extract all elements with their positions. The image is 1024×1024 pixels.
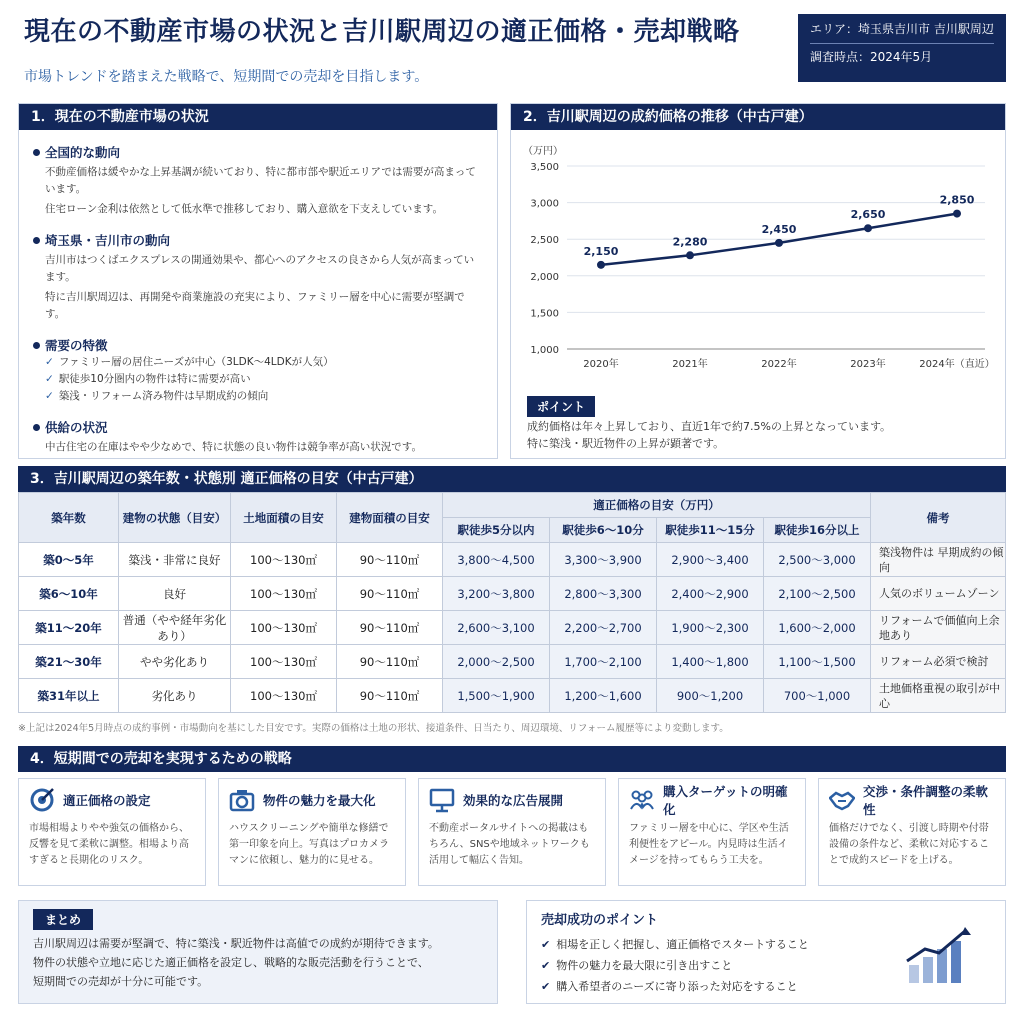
cell-age: 築11～20年 [19,611,119,645]
table-row [19,679,1006,713]
demand-check-text: 築浅・リフォーム済み物件は早期成約の傾向 [58,390,269,402]
area-divider [810,43,994,44]
price-guide-table [18,492,1006,713]
cell-age: 築6～10年 [19,577,119,611]
cell-land: 100～130㎡ [231,543,337,577]
strategy-card-text: 不動産ポータルサイトへの掲載はもちろん、SNSや地域ネットワークも活用して幅広く告知。 [429,823,590,866]
summary-line: 吉川駅周辺は需要が堅調で、特に築浅・駅近物件は高値での成約が期待できます。 [33,937,439,950]
cell-land: 100～130㎡ [231,577,337,611]
point-text [527,418,997,452]
y-tick-label: 2,000 [530,271,559,283]
demand-check-text: ファミリー層の居住ニーズが中心（3LDK～4LDKが人気） [58,356,334,368]
demand-check-text: 駅徒歩10分圏内の物件は特に需要が高い [58,373,251,385]
success-item-text: 相場を正しく把握し、適正価格でスタートすること [556,938,809,951]
cell-building: 90～110㎡ [337,543,443,577]
data-point [597,261,605,269]
section2-heading: 2．吉川駅周辺の成約価格の推移（中古戸建） [511,104,1005,130]
cell-price: 2,900～3,400 [657,543,764,577]
x-tick-label: 2023年 [850,359,886,370]
market-status-body [19,143,497,459]
cell-condition: 良好 [119,577,231,611]
data-point [953,210,961,218]
market-topic-title [33,336,483,354]
cell-price: 2,600～3,100 [443,611,550,645]
cell-price: 2,800～3,300 [550,577,657,611]
cell-price: 2,500～3,000 [764,543,871,577]
x-tick-label: 2020年 [583,359,619,370]
strategy-card-title: 効果的な広告展開 [463,793,564,808]
summary-line: 物件の状態や立地に応じた適正価格を設定し、戦略的な販売活動を行うことで、 [33,956,429,969]
data-label: 2,150 [583,244,619,258]
cell-price: 2,100～2,500 [764,577,871,611]
cell-price: 1,500～1,900 [443,679,550,713]
cell-building: 90～110㎡ [337,645,443,679]
summary-label: まとめ [33,909,93,930]
market-topic-text: 特に吉川駅周辺は、再開発や商業施設の充実により、ファミリー層を中心に需要が堅調です。 [45,291,465,320]
strategy-card-text: 市場相場よりやや強気の価格から、反響を見て柔軟に調整。相場より高すぎると長期化のリスク。 [29,823,189,866]
cell-note: 築浅物件は 早期成約の傾向 [871,543,1006,577]
market-topic-title-text: 需要の特徴 [45,338,108,353]
cell-price: 1,400～1,800 [657,645,764,679]
data-label: 2,450 [761,222,797,236]
data-label: 2,280 [672,235,708,249]
cell-land: 100～130㎡ [231,645,337,679]
market-topic-text: 不動産価格は緩やかな上昇基調が続いており、特に都市部や駅近エリアでは需要が高まっています。 [45,166,476,195]
cell-note: 土地価格重視の取引が中心 [871,679,1006,713]
strategy-card [818,778,1006,886]
report-header [24,14,784,86]
people-icon [629,787,655,813]
check-icon: ✔ [541,959,551,972]
cell-building: 90～110㎡ [337,577,443,611]
check-icon: ✔ [541,980,551,993]
demand-check-item [45,371,483,388]
camera-icon [229,787,255,813]
table-footnote: ※上記は2024年5月時点の成約事例・市場動向を基にした目安です。実際の価格は土地の形状、接道条件、日当たり、周辺環境、リフォーム履歴等により変動します。 [18,723,729,734]
col-price-group: 適正価格の目安（万円） [443,493,871,518]
page-subtitle: 市場トレンドを踏まえた戦略で、短期間での売却を目指します。 [24,69,429,85]
market-status-panel [18,103,498,459]
col-building: 建物面積の目安 [337,493,443,543]
col-note: 備考 [871,493,1006,543]
bullet-icon [33,342,40,349]
col-price-band: 駅徒歩16分以上 [764,518,871,543]
cell-note: リフォーム必須で検討 [871,645,1006,679]
check-icon: ✓ [45,356,54,368]
y-tick-label: 3,500 [530,162,559,173]
market-topic-text: 吉川市はつくばエクスプレスの開通効果や、都心へのアクセスの良さから人気が高まっています。 [45,254,475,283]
strategy-card-header [229,787,395,813]
cell-age: 築21～30年 [19,645,119,679]
point-badge: ポイント [527,396,595,417]
strategy-card-title: 物件の魅力を最大化 [263,793,376,808]
survey-date: 調査時点：2024年5月 [810,50,933,64]
cell-age: 築0～5年 [19,543,119,577]
cell-land: 100～130㎡ [231,611,337,645]
bullet-icon [33,149,40,156]
cell-price: 700～1,000 [764,679,871,713]
monitor-icon [429,787,455,813]
x-tick-label: 2021年 [672,359,708,370]
strategy-card [18,778,206,886]
strategy-card-header [829,784,995,817]
section1-heading: 1．現在の不動産市場の状況 [19,104,497,130]
strategy-card-header [629,784,795,817]
market-topic-title [33,143,483,161]
strategy-card-header [429,787,595,813]
cell-note: リフォームで価値向上余地あり [871,611,1006,645]
table-row [19,645,1006,679]
strategy-card-title: 交渉・条件調整の柔軟性 [863,784,989,817]
cell-note: 人気のボリュームゾーン [871,577,1006,611]
point-line: 成約価格は年々上昇しており、直近1年で約7.5%の上昇となっています。 [527,420,892,433]
summary-line: 短期間での売却が十分に可能です。 [33,975,209,988]
cell-building: 90～110㎡ [337,679,443,713]
summary-box [18,900,498,1004]
strategy-card [418,778,606,886]
line-chart-svg [511,134,1005,384]
cell-condition: 築浅・非常に良好 [119,543,231,577]
price-guide-panel [18,466,1006,716]
success-points-box [526,900,1006,1004]
growth-chart-icon [905,925,975,985]
strategy-card-title: 購入ターゲットの明確化 [663,784,788,817]
cell-condition: 劣化あり [119,679,231,713]
success-item-text: 購入希望者のニーズに寄り添った対応をすること [556,980,798,993]
cell-price: 3,800～4,500 [443,543,550,577]
cell-price: 1,100～1,500 [764,645,871,679]
success-item-text: 物件の魅力を最大限に引き出すこと [556,959,733,972]
y-tick-label: 1,000 [530,345,559,356]
data-label: 2,650 [850,208,886,222]
table-row [19,611,1006,645]
summary-text [33,934,483,991]
y-axis-unit-label: （万円） [523,146,563,157]
point-line: 特に築浅・駅近物件の上昇が顕著です。 [527,437,725,450]
cell-price: 900～1,200 [657,679,764,713]
market-topic-title-text: 供給の状況 [45,420,108,435]
cell-price: 2,400～2,900 [657,577,764,611]
cell-condition: やや劣化あり [119,645,231,679]
y-tick-label: 3,000 [530,198,559,210]
area-info-box [798,14,1006,82]
market-topic-text: 中古住宅の在庫はやや少なめで、特に状態の良い物件は競争率が高い状況です。 [45,441,422,453]
market-topic-title-text: 全国的な動向 [45,145,121,160]
strategy-card-header [29,787,195,813]
x-tick-label: 2022年 [761,359,797,370]
y-tick-label: 1,500 [530,308,559,320]
market-topic-text: 住宅ローン金利は依然として低水準で推移しており、購入意欲を下支えしています。 [45,203,443,215]
page-title: 現在の不動産市場の状況と吉川駅周辺の適正価格・売却戦略 [24,17,740,47]
data-label: 2,850 [939,193,975,207]
handshake-icon [829,787,855,813]
bullet-icon [33,237,40,244]
price-guide-body [19,543,1006,713]
check-icon: ✓ [45,390,54,402]
cell-land: 100～130㎡ [231,679,337,713]
data-point [864,224,872,232]
col-price-band: 駅徒歩11～15分 [657,518,764,543]
market-topic-title [33,231,483,249]
strategy-card-title: 適正価格の設定 [63,793,151,808]
cell-price: 1,600～2,000 [764,611,871,645]
demand-check-item [45,388,483,405]
price-trend-panel [510,103,1006,459]
cell-price: 1,200～1,600 [550,679,657,713]
table-row [19,543,1006,577]
target-icon [29,787,55,813]
section3-heading: 3．吉川駅周辺の築年数・状態別 適正価格の目安（中古戸建） [18,466,1006,492]
market-topic-title [33,418,483,436]
check-icon: ✔ [541,938,551,951]
y-tick-label: 2,500 [530,235,559,247]
cell-price: 3,200～3,800 [443,577,550,611]
area-label: エリア：埼玉県吉川市 吉川駅周辺 [810,22,994,36]
strategy-card-text: 価格だけでなく、引渡し時期や付帯設備の条件など、柔軟に対応することで成約スピードを上げる。 [829,823,989,866]
col-land: 土地面積の目安 [231,493,337,543]
bullet-icon [33,424,40,431]
col-price-band: 駅徒歩5分以内 [443,518,550,543]
col-price-band: 駅徒歩6～10分 [550,518,657,543]
check-icon: ✓ [45,373,54,385]
data-point [775,239,783,247]
cell-price: 2,200～2,700 [550,611,657,645]
strategy-card [218,778,406,886]
strategy-card-text: ファミリー層を中心に、学区や生活利便性をアピール。内見時は生活イメージを持ってもらう工夫を。 [629,823,789,866]
data-point [686,251,694,259]
cell-price: 3,300～3,900 [550,543,657,577]
col-age: 築年数 [19,493,119,543]
cell-building: 90～110㎡ [337,611,443,645]
cell-price: 2,000～2,500 [443,645,550,679]
market-topic-title-text: 埼玉県・吉川市の動向 [45,233,171,248]
cell-age: 築31年以上 [19,679,119,713]
section4-heading: 4．短期間での売却を実現するための戦略 [18,746,1006,772]
x-tick-label: 2024年（直近） [919,359,995,370]
success-title: 売却成功のポイント [541,913,659,928]
table-row [19,577,1006,611]
strategy-card [618,778,806,886]
strategy-card-text: ハウスクリーニングや簡単な修繕で第一印象を向上。写真はプロカメラマンに依頼し、魅力的に見せる。 [229,823,389,866]
demand-check-item [45,354,483,371]
col-condition: 建物の状態（目安） [119,493,231,543]
cell-condition: 普通（やや経年劣化あり） [119,611,231,645]
cell-price: 1,900～2,300 [657,611,764,645]
cell-price: 1,700～2,100 [550,645,657,679]
